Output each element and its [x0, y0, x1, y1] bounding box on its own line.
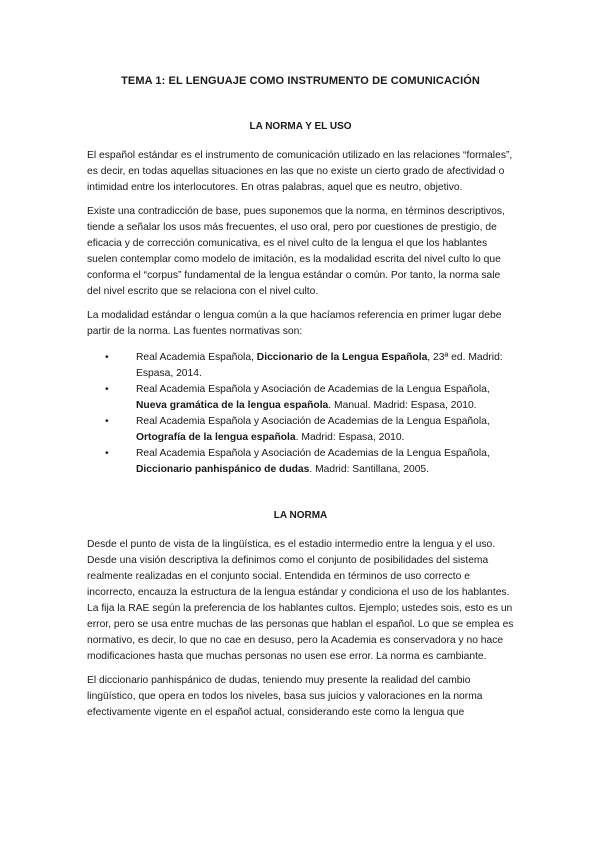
reference-title: Nueva gramática de la lengua española: [136, 400, 329, 411]
reference-text-after: . Madrid: Santillana, 2005.: [309, 464, 430, 475]
normative-sources-list: [87, 350, 514, 478]
reference-title: Ortografía de la lengua española: [136, 432, 296, 443]
paragraph-modalidad-estandar: La modalidad estándar o lengua común a la que hacíamos referencia en primer lugar debe partir de la norma. Las fuentes normativas son:: [87, 310, 502, 337]
section-la-norma: [87, 510, 514, 721]
list-item: [105, 382, 514, 414]
list-item: [105, 446, 514, 478]
bullet-icon: •: [105, 416, 109, 427]
document-title: TEMA 1: EL LENGUAJE COMO INSTRUMENTO DE COMUNICACIÓN: [121, 75, 480, 87]
paragraph-contradiccion: Existe una contradicción de base, pues suponemos que la norma, en términos descriptivos, tiende a señalar los usos más frecuentes, el uso oral, pero por cuestiones de prestigio, de eficacia y de corrección comunicativa, es el nivel culto de la lengua el que los hablantes suelen contemplar como modelo de imitación, es la modalidad escrita del nivel culto lo que conforma el “corpus” fundamental de la lengua estándar o común. Por tanto, la norma sale del nivel escrito que se relaciona con el nivel culto.: [87, 206, 505, 297]
paragraph-diccionario-panhispanico: El diccionario panhispánico de dudas, teniendo muy presente la realidad del cambio lingüístico, que opera en todos los niveles, basa sus juicios y valoraciones en la norma efectivamente vigente en el español actual, considerando este como la lengua que: [87, 675, 483, 718]
bullet-icon: •: [105, 384, 109, 395]
reference-text-before: Real Academia Española y Asociación de Academias de la Lengua Española,: [136, 416, 490, 427]
reference-text-before: Real Academia Española y Asociación de Academias de la Lengua Española,: [136, 448, 490, 459]
paragraph-espanol-estandar: El español estándar es el instrumento de comunicación utilizado en las relaciones “formales”, es decir, en todas aquellas situaciones en las que no existe un cierto grado de afectividad o intimidad entre los interlocutores. En otras palabras, aquel que es neutro, objetivo.: [87, 150, 513, 193]
paragraph-definicion-norma: Desde el punto de vista de la lingüística, es el estadio intermedio entre la lengua y el uso. Desde una visión descriptiva la definimos como el conjunto de posibilidades del sistema realmente realizadas en el conjunto social. Entendida en términos de uso correcto e incorrecto, encauza la estructura de la lengua estándar y condiciona el uso de los hablantes. La fija la RAE según la preferencia de los hablantes cultos. Ejemplo; ustedes sois, esto es un error, pero se usa entre muchas de las personas que hablan el español. Lo que se emplea es normativo, es decir, lo que no cae en desuso, pero la Academia es conservadora y no hace modificaciones hasta que muchas personas no usen ese error. La norma es cambiante.: [87, 539, 514, 662]
list-item: [105, 350, 514, 382]
section-norma-y-uso: [87, 121, 514, 478]
reference-text-after: . Manual. Madrid: Espasa, 2010.: [328, 400, 477, 411]
list-item: [105, 414, 514, 446]
reference-title: Diccionario panhispánico de dudas: [136, 464, 310, 475]
reference-title: Diccionario de la Lengua Española: [256, 352, 428, 363]
reference-text-after: , 23ª ed. Madrid: Espasa, 2014.: [136, 352, 503, 379]
bullet-icon: •: [105, 352, 109, 363]
reference-text-before: Real Academia Española y Asociación de Academias de la Lengua Española,: [136, 384, 490, 395]
reference-text-after: . Madrid: Espasa, 2010.: [295, 432, 405, 443]
bullet-icon: •: [105, 448, 109, 459]
section-heading-norma-y-uso: LA NORMA Y EL USO: [249, 121, 352, 132]
reference-text-before: Real Academia Española,: [136, 352, 257, 363]
section-heading-la-norma: LA NORMA: [273, 510, 328, 521]
